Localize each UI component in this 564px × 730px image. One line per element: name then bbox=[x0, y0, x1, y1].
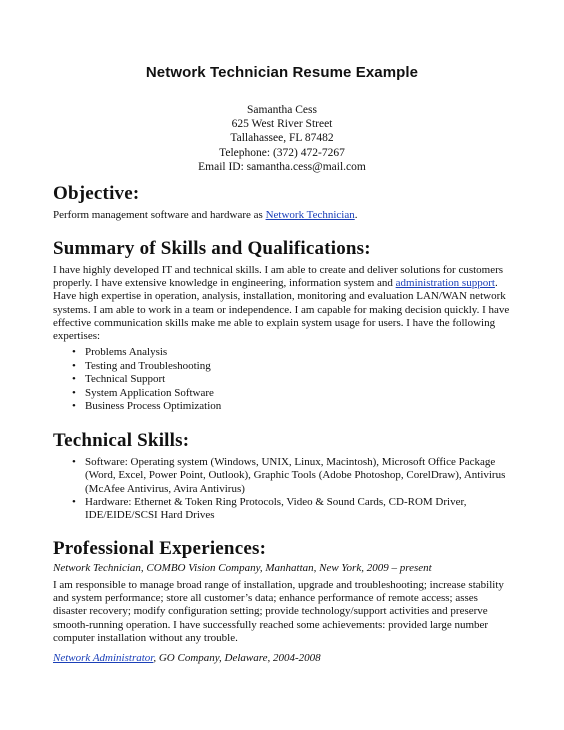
job1-description bbox=[53, 579, 513, 645]
bullet-icon: • bbox=[72, 386, 76, 399]
contact-block bbox=[0, 103, 564, 174]
list-item: • Testing and Troubleshooting bbox=[72, 359, 211, 372]
list-item-software: • Software: Operating system (Windows, UNIX, Linux, Macintosh), Microsoft Office Package (Word, Excel, Power Point, Outlook), Graphic Tools (Adobe Photoshop, CorelDraw), Antivirus (McAfee Antivirus, Avira Antivirus) bbox=[72, 456, 506, 495]
document-title: Network Technician Resume Example bbox=[145, 64, 419, 81]
list-item-hardware: • Hardware: Ethernet & Token Ring Protocols, Video & Sound Cards, CD-ROM Driver, IDE/EIDE/SCSI Hard Drives bbox=[72, 495, 467, 522]
contact-telephone: Telephone: (372) 472-7267 bbox=[219, 146, 345, 159]
objective-heading: Objective: bbox=[53, 183, 140, 204]
summary-line: I have highly developed IT and technical skills. I am able to create and deliver solutions for customers bbox=[53, 264, 504, 276]
job1-line: and system performance; store all customer’s data; enhance performance of remote access; asses bbox=[53, 592, 478, 605]
list-item: • Problems Analysis bbox=[72, 346, 168, 358]
summary-line: Have high expertise in operation, analysis, installation, monitoring and evaluation LAN/WAN network bbox=[53, 290, 506, 303]
technical-skills-heading: Technical Skills: bbox=[53, 430, 190, 451]
bullet-icon: • bbox=[72, 456, 76, 468]
contact-street: 625 West River Street bbox=[231, 118, 333, 131]
bullet-icon: • bbox=[72, 359, 76, 372]
administration-support-link[interactable]: administration support bbox=[395, 277, 495, 290]
job1-line: I am responsible to manage broad range of installation, upgrade and troubleshooting; increase stability bbox=[53, 579, 504, 591]
job2-title bbox=[53, 652, 513, 665]
list-item: • Technical Support bbox=[72, 373, 166, 386]
job2-rest: , GO Company, Delaware, 2004-2008 bbox=[153, 652, 321, 664]
summary-line: effective communication skills make me able to explain system usage for users. I have the following bbox=[53, 316, 496, 329]
bullet-icon: • bbox=[72, 346, 76, 358]
summary-line bbox=[53, 277, 513, 290]
objective-text-before: Perform management software and hardware as bbox=[53, 209, 266, 221]
summary-line-after: . bbox=[494, 277, 498, 290]
list-item: • System Application Software bbox=[72, 386, 214, 399]
network-technician-link[interactable]: Network Technician bbox=[265, 209, 355, 221]
list-item: • Business Process Optimization bbox=[72, 400, 222, 413]
job1-line: disaster recovery; modify configuration setting; provide technology/support activities and preserve bbox=[53, 605, 488, 618]
bullet-icon: • bbox=[72, 400, 76, 413]
bullet-icon: • bbox=[72, 373, 76, 386]
experience-heading: Professional Experiences: bbox=[53, 538, 267, 559]
objective-text-after: . bbox=[354, 209, 358, 221]
contact-email: Email ID: samantha.cess@mail.com bbox=[198, 160, 366, 173]
bullet-icon: • bbox=[72, 495, 76, 508]
summary-heading: Summary of Skills and Qualifications: bbox=[53, 238, 371, 259]
job1-line: computer installation without any trouble. bbox=[53, 631, 238, 644]
summary-line-before: properly. I have extensive knowledge in engineering, information system and bbox=[53, 277, 396, 290]
technical-skills-list bbox=[53, 456, 523, 522]
job1-line: smooth-running operation. I have successfully reached some achievements: provided large number bbox=[53, 618, 489, 631]
summary-line: expertises: bbox=[53, 330, 101, 343]
job1-title: Network Technician, COMBO Vision Company, Manhattan, New York, 2009 – present bbox=[53, 562, 432, 574]
network-administrator-link[interactable]: Network Administrator bbox=[53, 652, 154, 664]
contact-name: Samantha Cess bbox=[247, 104, 317, 116]
expertise-list bbox=[53, 346, 523, 414]
contact-city: Tallahassee, FL 87482 bbox=[230, 132, 334, 145]
summary-paragraph bbox=[53, 264, 513, 343]
summary-line: systems. I am able to work in a team or independence. I am capable for making decision quickly. I have bbox=[53, 303, 510, 316]
objective-text bbox=[53, 209, 513, 222]
